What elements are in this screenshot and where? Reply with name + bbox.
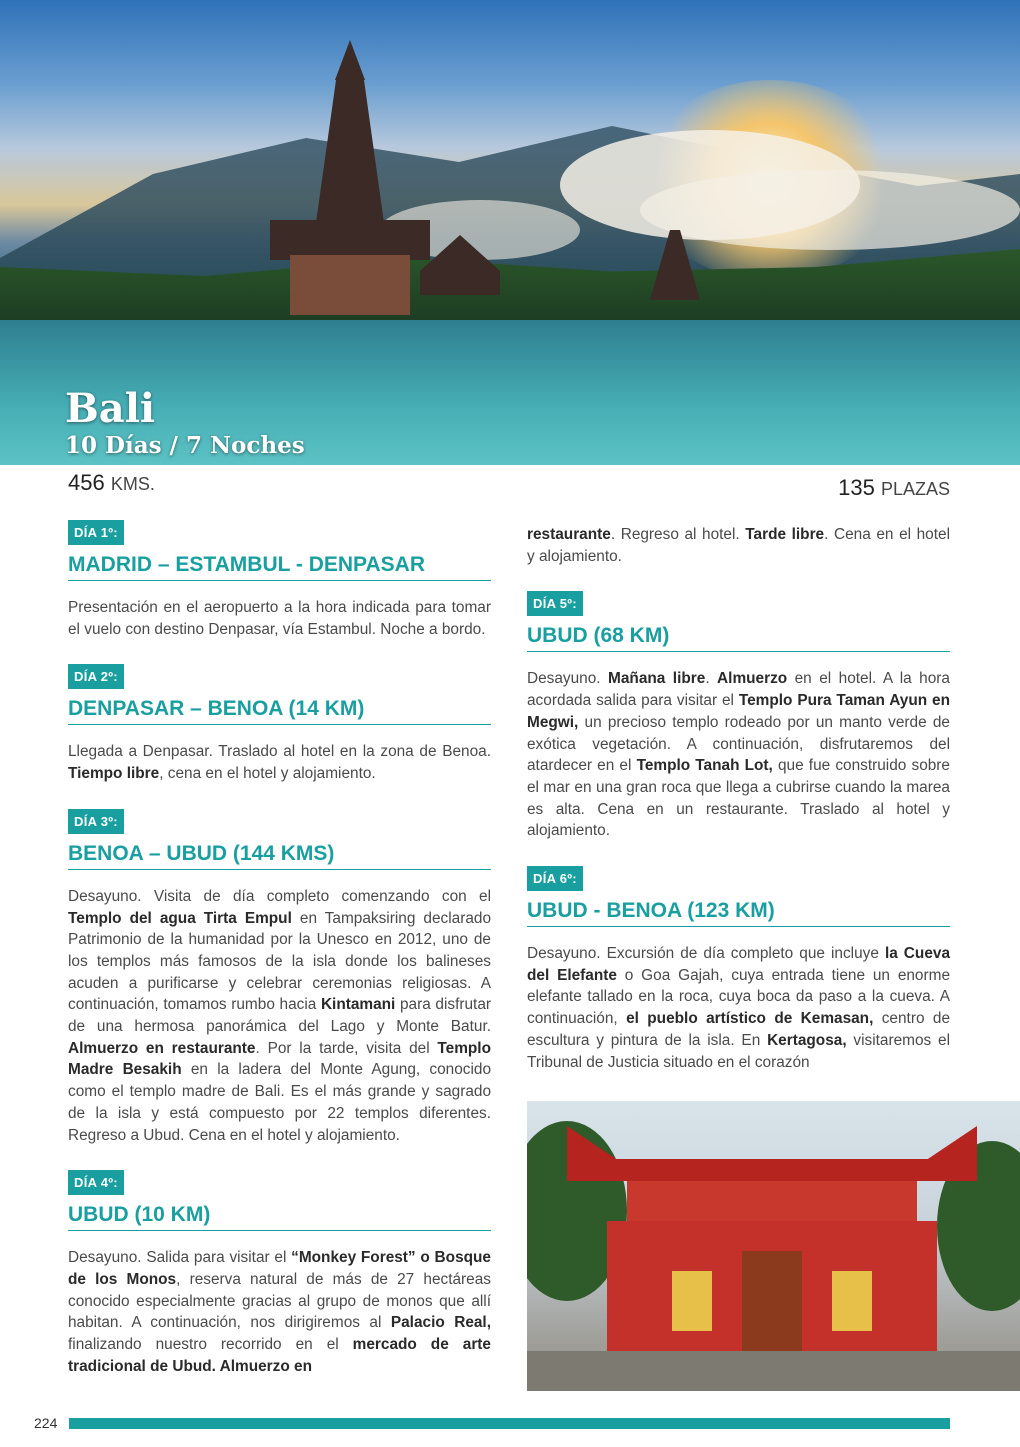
day-tag: DÍA 2º:	[68, 664, 124, 689]
kms-stat	[68, 470, 155, 496]
pagoda-base	[290, 255, 410, 315]
day-description: Desayuno. Excursión de día completo que incluye la Cueva del Elefante o Goa Gajah, cuya entrada tiene un enorme elefante tallado en la roca, cuya boca da paso a la cueva. A continuación, el pueblo artístico de Kemasan, centro de escultura y pintura de la isla. En Kertagosa, visitaremos el Tribunal de Justicia situado en el corazón	[527, 945, 951, 1071]
day-description-continued: restaurante. Regreso al hotel. Tarde libre. Cena en el hotel y alojamiento.	[527, 526, 950, 565]
day-description: Llegada a Denpasar. Traslado al hotel en la zona de Benoa. Tiempo libre, cena en el hotel y alojamiento.	[68, 743, 491, 783]
day-4-continued	[527, 524, 950, 567]
day-title: MADRID – ESTAMBUL - DENPASAR	[68, 553, 491, 581]
plazas-value: 135	[838, 475, 875, 500]
pagoda	[315, 80, 385, 230]
duration-subtitle: 10 Días / 7 Noches	[65, 432, 305, 459]
temple-ground	[527, 1351, 1020, 1391]
day-title: UBUD (68 KM)	[527, 624, 950, 652]
itinerary-right-column	[527, 524, 950, 1097]
day-description: Desayuno. Mañana libre. Almuerzo en el hotel. A la hora acordada salida para visitar el Templo Pura Taman Ayun en Megwi, un precioso templo rodeado por un manto verde de exótica vegetación. A continuación, disfrutaremos del atardecer en el Templo Tanah Lot, que fue construido sobre el mar en una gran roca que llega a cubrirse cuando la marea es alta. Cena en un restaurante. Traslado al hotel y alojamiento.	[527, 670, 950, 840]
day-tag: DÍA 3º:	[68, 809, 124, 834]
day-tag: DÍA 4º:	[68, 1170, 124, 1195]
day-title: UBUD (10 KM)	[68, 1203, 491, 1231]
day-6-block	[527, 866, 950, 1073]
plazas-stat	[838, 475, 950, 501]
day-tag: DÍA 1º:	[68, 520, 124, 545]
day-tag: DÍA 5º:	[527, 591, 583, 616]
day-description: Desayuno. Salida para visitar el “Monkey Forest” o Bosque de los Monos, reserva natural de más de 27 hectáreas conocido especialmente gracias al grupo de monos que allí habitan. A continuación, nos dirigiremos al Palacio Real, finalizando nuestro recorrido en el mercado de arte tradicional de Ubud. Almuerzo en	[68, 1249, 491, 1375]
kms-value: 456	[68, 470, 105, 495]
itinerary-left-column	[68, 520, 491, 1401]
day-2-block	[68, 664, 491, 784]
day-title: DENPASAR – BENOA (14 KM)	[68, 697, 491, 725]
kms-unit: KMS.	[110, 474, 155, 494]
day-title: BENOA – UBUD (144 KMS)	[68, 842, 491, 870]
day-3-block	[68, 809, 491, 1146]
page-number: 224	[34, 1415, 58, 1431]
plazas-unit: PLAZAS	[880, 479, 950, 499]
temple-photo-kemasan	[527, 1101, 1020, 1391]
day-description: Desayuno. Visita de día completo comenzando con el Templo del agua Tirta Empul en Tampaksiring declarado Patrimonio de la humanidad por la Unesco en 2012, uno de los templos más famosos de la isla donde los balineses acuden a purificarse y celebrar ceremonias religiosas. A continuación, tomamos rumbo hacia Kintamani para disfrutar de una hermosa panorámica del Lago y Monte Batur. Almuerzo en restaurante. Por la tarde, visita del Templo Madre Besakih en la ladera del Monte Agung, conocido como el templo madre de Bali. Es el más grande y sagrado de la isla y está compuesto por 22 templos diferentes. Regreso a Ubud. Cena en el hotel y alojamiento.	[68, 887, 492, 1144]
day-description: Presentación en el aeropuerto a la hora indicada para tomar el vuelo con destino Denpasar, vía Estambul. Noche a bordo.	[68, 599, 491, 638]
destination-title: Bali	[65, 385, 156, 432]
day-5-block	[527, 591, 950, 842]
temple-window	[832, 1271, 872, 1331]
day-tag: DÍA 6º:	[527, 866, 583, 891]
temple-window	[672, 1271, 712, 1331]
temple-roof-lower	[627, 1181, 917, 1221]
day-4-block	[68, 1170, 491, 1377]
day-1-block	[68, 520, 491, 640]
pagoda	[335, 40, 365, 80]
day-title: UBUD - BENOA (123 KM)	[527, 899, 950, 927]
footer-bar	[69, 1418, 950, 1429]
cloud	[640, 170, 1020, 250]
temple-roof	[567, 1126, 977, 1181]
pagoda	[270, 220, 430, 260]
